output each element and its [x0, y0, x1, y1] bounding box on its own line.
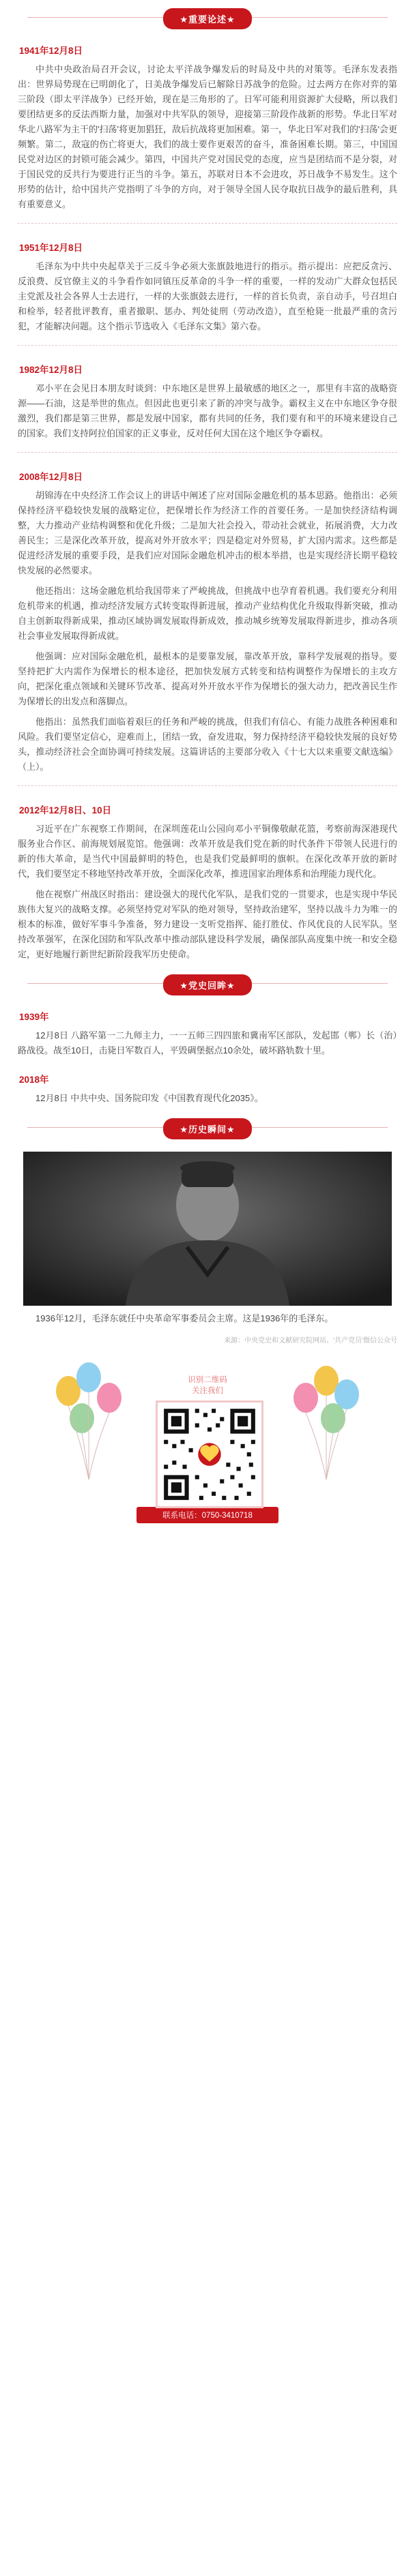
- section-title: ★重要论述★: [163, 8, 251, 29]
- history-photo: [23, 1152, 392, 1306]
- section-title: ★历史瞬间★: [163, 1118, 251, 1139]
- balloons-left-image: [41, 1350, 137, 1486]
- section-title: ★党史回眸★: [163, 974, 251, 995]
- speeches-list: [0, 33, 415, 966]
- speech-date: 2008年12月8日: [19, 472, 83, 482]
- divider: [18, 223, 397, 224]
- qr-footer: [0, 1350, 415, 1500]
- speech-paragraph: 他还指出：这场金融危机给我国带来了严峻挑战，但挑战中也孕育着机遇。我们要充分利用危机带来的机遇，推动经济发展方式转变取得新进展，推动产业结构优化升级取得新突破，推动自主创新取得新成果，推动区域协调发展取得新成效，推动城乡统筹发展取得新进步，推动各项社会事业发展取得新成就。: [18, 586, 397, 641]
- speech-paragraph: 中共中央政治局召开会议，讨论太平洋战争爆发后的时局及中共的对策等。毛泽东发表指出：世界局势现在已明朗化了，日美战争爆发后已解除日苏战争的危险。过去两方在你对弈的第三阶段（即太平洋战争）已经开始，现在是三角形的了。日军可能利用资源扩大侵略，所以我们要团结更多的反法西斯力量，加强对中共军队的领导，迎接第三阶段作战新的形势。华北日军对华北八路军为主干的'扫荡'将更加猖狂，敌后抗战将更加困难。第一，华北日军对我们的'扫荡'会更频繁。第二，敌寇的伤亡将更大，我们的战士要作更艰苦的奋斗，准备困难长期。第三，中国国民党对边区的封锁可能会减少。第四，中国共产党对国民党的态度，应当是团结而不是分裂，对于国民党的反共行为要进行正当的斗争。第五，苏联对日本不会进攻，苏日战争不易发生。这个形势的估计，给中国共产党指明了斗争的方向，对于领导全国人民夺取抗日战争的最后胜利，具有重要意义。: [18, 64, 397, 209]
- history-caption: 1936年12月，毛泽东就任中央革命军事委员会主席。这是1936年的毛泽东。: [35, 1313, 334, 1323]
- divider: [18, 452, 397, 453]
- speech-paragraph: 他指出：虽然我们面临着艰巨的任务和严峻的挑战，但我们有信心、有能力战胜各种困难和风险。我们要坚定信心，迎难而上，团结一致，奋发进取，努力保持经济平稳较快发展的良好势头，推动经济社会全面协调可持续发展。这篇讲话的主要部分收入《十七大以来重要文献选编》（上）。: [18, 717, 397, 772]
- speech-paragraph: 毛泽东为中共中央起草关于三反斗争必须大张旗鼓地进行的指示。指示提出：应把反贪污、反浪费、反官僚主义的斗争看作如同镇压反革命的斗争一样的重要，一样的发动广大群众包括民主党派及社会各界人士去进行，一样的大张旗鼓去进行，一样的首长负责，亲自动手，号召坦白和检举，轻者批评教育，重者撤职、惩办、判处徒刑（劳动改造），直至枪毙一批最严重的贪污犯，才能解决问题。这个指示节选收入《毛泽东文集》第六卷。: [18, 261, 397, 331]
- divider: [18, 345, 397, 346]
- speech-paragraph: 他强调：应对国际金融危机，最根本的是要靠发展，靠改革开放，靠科学发展观的指导。要坚持把扩大内需作为保增长的根本途径，把加快发展方式转变和结构调整作为保增长的主攻方向，把深化重点领域和关键环节改革、提高对外开放水平作为保增长的强大动力，把改善民生作为保增长的出发点和落脚点。: [18, 651, 397, 706]
- speech-item: [0, 460, 415, 779]
- historical-portrait-image: [23, 1152, 392, 1306]
- speech-paragraph: 邓小平在会见日本朋友时谈到：中东地区是世界上最敏感的地区之一，那里有丰富的战略资源——石油，这是举世的焦点。但因此也更引来了新的冲突与战争。霸权主义在中东地区争夺很激烈，我们都是第三世界，都是发展中国家，都有共同的任务，我们要有和平的环境来建设自己的国家。我们支持阿拉伯国家的正义事业，反对任何大国在这个地区争夺霸权。: [18, 383, 397, 438]
- review-date: 1939年: [19, 1012, 49, 1022]
- speech-paragraph: 胡锦涛在中央经济工作会议上的讲话中阐述了应对国际金融危机的基本思路。他指出：必须保持经济平稳较快发展的战略定位，把保增长作为经济工作的首要任务。一是加快经济结构调整，大力推动产业结构调整和优化升级；二是加大社会投入，带动社会就业，拓展消费，大力改善民生；三是深化改革开放，提高对外开放水平；四是稳定对外贸易，扩大国内需求。这些都是促进经济发展的重要手段，是我们应对国际金融危机冲击的根本举措，也是实现经济长期平稳较快发展的必然要求。: [18, 490, 397, 575]
- source-attribution: 来源：中央党史和文献研究院网站、'共产党员'微信公众号: [224, 1337, 397, 1345]
- review-paragraph: 12月8日 八路军第一二九师主力，一一五师三四四旅和冀南军区部队，发起邯（郸）长（治）路战役。战至10日，击毙日军数百人，平毁碉堡据点10余处，破坏路轨数十里。: [18, 1030, 397, 1055]
- qr-label: [0, 1375, 415, 1396]
- speech-date: 2012年12月8日、10日: [19, 805, 112, 815]
- qr-label-line: 关注我们: [192, 1387, 223, 1395]
- review-list: [0, 1000, 415, 1110]
- qr-code[interactable]: [156, 1401, 263, 1508]
- qr-label-line: 识别二维码: [188, 1376, 227, 1384]
- speech-date: 1982年12月8日: [19, 365, 83, 375]
- speech-item: [0, 353, 415, 445]
- speech-item: [0, 793, 415, 966]
- balloons-right-image: [278, 1350, 374, 1486]
- qr-code-image: [158, 1403, 261, 1506]
- speech-date: 1951年12月8日: [19, 243, 83, 253]
- speech-date: 1941年12月8日: [19, 46, 83, 56]
- speech-item: [0, 33, 415, 216]
- speech-item: [0, 230, 415, 338]
- divider: [18, 785, 397, 786]
- section-history-image: [0, 1110, 415, 1143]
- review-date: 2018年: [19, 1075, 49, 1085]
- review-item: [0, 1062, 415, 1110]
- section-important-speeches: [0, 0, 415, 33]
- review-item: [0, 1000, 415, 1062]
- speech-paragraph: 习近平在广东视察工作期间，在深圳莲花山公园向邓小平铜像敬献花篮，考察前海深港现代服务业合作区、前海规划展览馆。他强调：改革开放是我们党在新的时代条件下带领人民进行的新的伟大革命，是当代中国最鲜明的特色，也是我们党最鲜明的旗帜。在深化改革开放的新时代，我们要坚定不移地坚持改革开放，全面深化改革，推进国家治理体系和治理能力现代化。: [18, 824, 397, 879]
- contact-phone: 联系电话：0750-3410718: [137, 1507, 278, 1523]
- review-paragraph: 12月8日 中共中央、国务院印发《中国教育现代化2035》。: [35, 1093, 263, 1103]
- speech-paragraph: 他在视察广州战区时指出：建设强大的现代化军队，是我们党的一贯要求，也是实现中华民族伟大复兴的战略支撑。必须坚持党对军队的绝对领导，坚持政治建军，坚持以战斗力为唯一的根本的标准，做好军事斗争准备，努力建设一支听党指挥、能打胜仗、作风优良的人民军队。坚持改革强军，在深化国防和军队改革中推动部队建设科学发展，确保部队高度集中统一和安全稳定，更好地履行新世纪新阶段我军历史使命。: [18, 889, 397, 959]
- section-party-history-review: [0, 966, 415, 1000]
